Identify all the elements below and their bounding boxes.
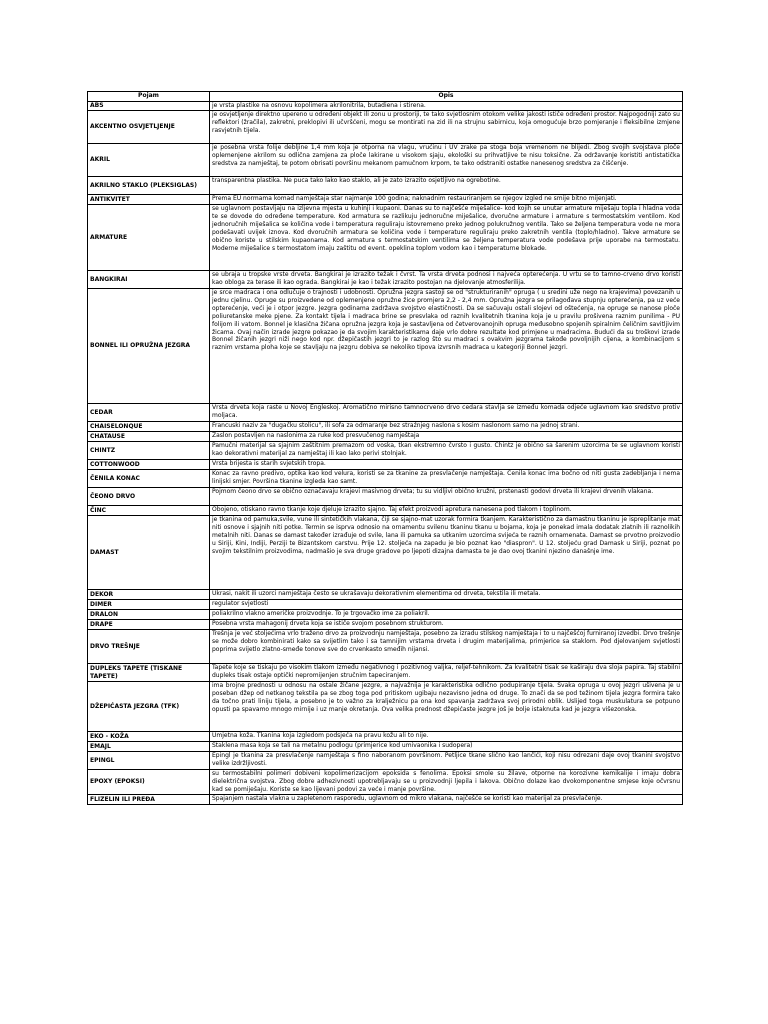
table-row [88,770,683,795]
table-row [88,404,683,422]
term-cell: BONNEL ILI OPRUŽNA JEZGRA [88,289,210,404]
description-cell: je osvjetljenje direktno upereno u određeni objekt ili zonu u prostoriji, te tako svjetlosnim otokom velike jakosti ističe određeni prostor. Najpogodniji zato su reflektori (žračila), zakretni, preklopivi ili učvršćeni, mogu se montirati na zid ili na strujnu sabirnicu, koja omogućuje brzo pomjeranje i fleksibilne izmjene rasvjetnih tijela. [210,111,683,144]
table-row [88,516,683,590]
term-cell: EKO - KOŽA [88,732,210,742]
description-cell: Konac za ravno predivo, optika kao kod velura, koristi se za tkanine za presvlačenje namještaja. Čenila konac ima bočno od niti gusta zadebljanja i nema linijski smjer. Površina tkanine izgleda kao samt. [210,470,683,488]
table-row [88,600,683,610]
table-row [88,506,683,516]
term-cell: COTTONWOOD [88,460,210,470]
description-cell: Vrsta drveta koja raste u Novoj Engleskoj. Aromatično mirisno tamnocrveno drvo cedara stavlja se između komada odjeće uglavnom kao sredstvo protiv moljaca. [210,404,683,422]
term-cell: FLIZELIN ILI PREĐA [88,795,210,805]
term-cell: DAMAST [88,516,210,590]
table-row [88,488,683,506]
glossary-table [87,91,683,805]
term-cell: EPOXY (EPOKSI) [88,770,210,795]
table-row [88,795,683,805]
term-cell: CHINTZ [88,442,210,460]
term-cell: ARMATURE [88,205,210,271]
description-cell: Pojmom čeono drvo se obično označavaju krajevi masivnog drveta; tu su vidljivi obično kružni, prstenasti godovi drveta ili krajevi drvenih vlakana. [210,488,683,506]
table-header-row [88,92,683,102]
table-row [88,460,683,470]
table-row [88,590,683,600]
term-cell: ČINC [88,506,210,516]
term-cell: BANGKIRAI [88,271,210,289]
table-row [88,195,683,205]
description-cell: su termostabilni polimeri dobiveni kopolimerizacijom epoksida s fenolima. Epoksi smole su žilave, otporne na korozivne kemikalije i imaju dobra dielektrična svojstva. Zbog dobre adhezivnosti upotrebljavaju se u proizvodnji ljepila i lakova. Obično dolaze kao dvokomponentne smjese koje očvrsnu kad se pomiješaju. Koriste se kao lijevani podovi za veće i manje površine. [210,770,683,795]
description-cell: Obojeno, otiskano ravno tkanje koje djeluje izrazito sjajno. Taj efekt proizvodi apretura nanesena pod tlakom i toplinom. [210,506,683,516]
table-row [88,422,683,432]
table-row [88,144,683,177]
table-row [88,289,683,404]
description-cell: Spajanjem nastala vlakna u zapletenom rasporedu, uglavnom od mikro vlakana, najčešće se koristi kao materijal za presvlačenje. [210,795,683,805]
table-row [88,432,683,442]
description-cell: Prema EU normama komad namještaja star najmanje 100 godina; naknadnim restauriranjem se njegov izgled ne smije bitno mijenjati. [210,195,683,205]
table-row [88,111,683,144]
term-cell: DUPLEKS TAPETE (TISKANE TAPETE) [88,664,210,682]
description-cell: Vrsta brijesta is starih svjetskih tropa. [210,460,683,470]
column-header-description: Opis [210,92,683,102]
term-cell: DRALON [88,610,210,620]
description-cell: Posebna vrsta mahagonij drveta koja se ističe svojom posebnom strukturom. [210,620,683,630]
term-cell: AKRILNO STAKLO (PLEKSIGLAS) [88,177,210,195]
description-cell: je srce madraca i ona odlučuje o trajnosti i udobnosti. Opružna jezgra sastoji se od "strukturiranih" opruga ( u sredini uže nego na krajevima) povezanih u jednu cjelinu. Opruge su proizvedene od oplemenjene opružne žice promjera 2,2 - 2,4 mm. Opružna jezgra se prilagođava stupnju opterećenja, pa uz veće opterećenje, veći je i otpor jezgre. Jezgra godinama zadržava svojstvo elastičnosti. Da se sačuvaju ostali slojevi od oštećenja, na opruge se nanose ploče poliuretanske meke pjene. Za kontakt tijela i madraca brine se presvlaka od raznih kvalitetnih tkanina koja je u pravilu prošivena raznim punilima - PU folijom ili vatom. Bonnel je klasična žičana opružna jezgra koja je sastavljena od četverovanojnih opruga međusobno spojenih spiralnim čeličnim savitljivim žicama. Ovaj način izrade jezgre pokazao je da svojim karakteristikama daje vrlo dobre rezultate kod primjene u madracima. Budući da su troškovi izrade Bonnel žičanih jezgri niži nego kod npr. džepičastih jezgri to je razlog što su madraci s ovakvim jezgrama takođe povoljnijih cijena, a kombinacijom s raznim vrstama ploha koje se stavljaju na jezgru dobiva se nekoliko tipova izvrsnih madraca u kategoriji Bonnel jezgri. [210,289,683,404]
description-cell: poliakrilno vlakno američke proizvodnje. To je trgovačko ime za poliakril. [210,610,683,620]
term-cell: ČEONO DRVO [88,488,210,506]
description-cell: se uglavnom postavljaju na izljevna mjesta u kuhinji i kupaoni. Danas su to najčešće miješalice- kod kojih se unutar armature miješaju topla i hladna voda te se dovode do određene temperature. Kod armatura se razlikuju jednoručne miješalice, dvoručne armature i armature s termostatskim ventilom. Kod jednoručnih miješalica se količina vode i temperatura reguliraju istovremeno preko jednog polukružnog ventila. Tako se željena temperatura vode ne mora podešavati uvijek iznova. Kod dvoručnih armatura se količina vode i temperature reguliraju preko zakretnih ventila (toplo/hladno). Takve armature se obično koriste u stilskim kupaonama. Kod armatura s termostatskim ventilima se željena temperatura vode podešava prije uporabe na termostatu. Moderne miješalice s termostatom imaju zaštitu od event. opeklina toplom vodom kao i temperaturne blokade. [210,205,683,271]
table-row [88,610,683,620]
table-row [88,682,683,732]
description-cell: Ukrasi, nakit ili uzorci namještaja često se ukrašavaju dekorativnim elementima od drveta, tekstila ili metala. [210,590,683,600]
description-cell: Zaslon postavljen na naslonima za ruke kod presvučenog namještaja [210,432,683,442]
term-cell: CHAISELONQUE [88,422,210,432]
term-cell: DEKOR [88,590,210,600]
table-row [88,102,683,111]
description-cell: Pamučni materijal sa sjajnim zaštitnim premazom od voska, tkan ekstremno čvrsto i gusto. Chintz je obično sa šarenim uzorcima te se uglavnom koristi kao dekorativni materijal za namještaj ili kao lako perivi stolnjak. [210,442,683,460]
term-cell: ANTIKVITET [88,195,210,205]
glossary-sheet [87,91,682,805]
description-cell: ima brojne prednosti u odnosu na ostale žičane jezgre, a najvažnija je karakteristika odlično podupiranje tijela. Svaka opruga u ovoj jezgri ušivena je u poseban džep od netkanog tekstila pa se zbog toga pod pritiskom ugibaju nezavisno jedna od druge. To znači da se pod težinom tijela jezgra formira tako da točno prati liniju tijela, a posebno je to važno za kralježnicu pa ona kod spavanja zadržava svoj prirodni oblik. Uslijed toga muskulatura se potpuno opusti pa spavamo mnogo mirnije i uz manje okretanja. Ova velika prednost džepićaste jezgre još je bolje istaknuta kad je jezgra višezonska. [210,682,683,732]
description-cell: Staklena masa koja se tali na metalnu podlogu (primjerice kod umivaonika i sudopera) [210,742,683,752]
term-cell: DRAPE [88,620,210,630]
table-row [88,630,683,664]
term-cell: ČENILA KONAC [88,470,210,488]
term-cell: EMAJL [88,742,210,752]
term-cell: AKRIL [88,144,210,177]
table-row [88,205,683,271]
term-cell: DŽEPIĆASTA JEZGRA (TFK) [88,682,210,732]
table-row [88,177,683,195]
term-cell: EPINGL [88,752,210,770]
table-row [88,271,683,289]
table-row [88,732,683,742]
term-cell: AKCENTNO OSVJETLJENJE [88,111,210,144]
description-cell: Umjetna koža. Tkanina koja izgledom podsjeća na pravu kožu ali to nije. [210,732,683,742]
description-cell: Trešnja je već stoljećima vrlo traženo drvo za proizvodnju namještaja, posebno za izradu stilskog namještaja i to u najčešćoj furniranoj izvedbi. Drvo trešnje se može dobro kombinirati kako sa svijetlim tako i sa tamnijim vrstama drveta i drugim materijalima, primjerice sa staklom. Pod djelovanjem svjetlosti poprima svijetlo zlatno-smeđe tonove sve do crvenkasto smeđih nijansi. [210,630,683,664]
description-cell: Francuski naziv za "dugačku stolicu", ili sofa za odmaranje bez straźnjeg naslona s kosim naslonom samo na jednoj strani. [210,422,683,432]
term-cell: ABS [88,102,210,111]
table-row [88,442,683,460]
glossary-rows [88,102,683,805]
description-cell: transparentna plastika. Ne puca tako lako kao staklo, ali je zato izrazito osjetljivo na ogrebotine. [210,177,683,195]
table-row [88,470,683,488]
description-cell: Tapete koje se tiskaju po visokim tlakom između negativnog i pozitivnog valjka, reljef-tehnikom. Za kvalitetni tisak se kaširaju dva sloja papira. Taj stabilni dupleks tisak ostaje optički nepromijenjen stručnim tapeciranjem. [210,664,683,682]
table-row [88,742,683,752]
description-cell: se ubraja u tropske vrste drveta. Bangkirai je izrazito težak i čvrst. Ta vrsta drveta podnosi i najveća opterećenja. U vrtu se to tamno-crveno drvo koristi kao obloga za terase ili kao ograda. Bangkirai je kao i težak izrazito postojan na djelovanje atmosferilija. [210,271,683,289]
column-header-term: Pojam [88,92,210,102]
term-cell: CEDAR [88,404,210,422]
description-cell: je tkanina od pamuka,svile, vune ili sintetičkih vlakana, čiji se sjajno-mat uzorak formira tkanjem. Karakteristično za damastnu tkaninu je ispreplitanje mat niti osnove i sjajnih niti potke. Termin se isprva odnosio na ornamentu svilenu tkaninu tkanu u bojama, koja je ponekad imala dodatak zlatnih ili raznolikih metalnih niti. Danas se damast također izrađuje od svile, lana ili pamuka sa utkanim uzorcima svijeća te raznih ornamenata. Damast se prvotno proizvodio u Siriji, Kini, Indiji, Perziji te Bizantskom carstvu. Prije 12. stoljeća na zapadu je bio poznat kao "diaspron". U 12. stoljeću grad Damask u Siriji, poznat po svojim tekstilnim proizvodima, nadmašio je sva druge gradove po ljepoti dizajna damasta te je dao ovoj tkanini njezino današnje ime. [210,516,683,590]
table-row [88,620,683,630]
term-cell: CHATAUSE [88,432,210,442]
table-row [88,664,683,682]
description-cell: regulator svjetlosti [210,600,683,610]
table-row [88,752,683,770]
description-cell: je posebna vrsta folije debljine 1,4 mm koja je otporna na vlagu, vrućinu i UV zrake pa stoga boja vremenom ne blijedi. Zbog svojih svojstava ploče oplemenjene akrilom su odlična zamjena za ploče lakirane u visokom sjaju, ekološki su prihvatljive te nisu toksične. Za održavanje koristiti antistatička sredstva za namještaj, te potom obrisati površinu mekanom pamučnom krpom, te tako odstraniti ostatke nanesenog sredstva za čišćenje. [210,144,683,177]
term-cell: DRVO TREŠNJE [88,630,210,664]
term-cell: DIMER [88,600,210,610]
description-cell: je vrsta plastike na osnovu kopolimera akrilonitrila, butadiena i stirena. [210,102,683,111]
description-cell: Epingl je tkanina za presvlačenje namještaja s fino naboranom površinom. Petljice tkane slično kao lančići, koji nisu odrezani daje ovoj tkanini svojstvo velike izdržljivosti. [210,752,683,770]
